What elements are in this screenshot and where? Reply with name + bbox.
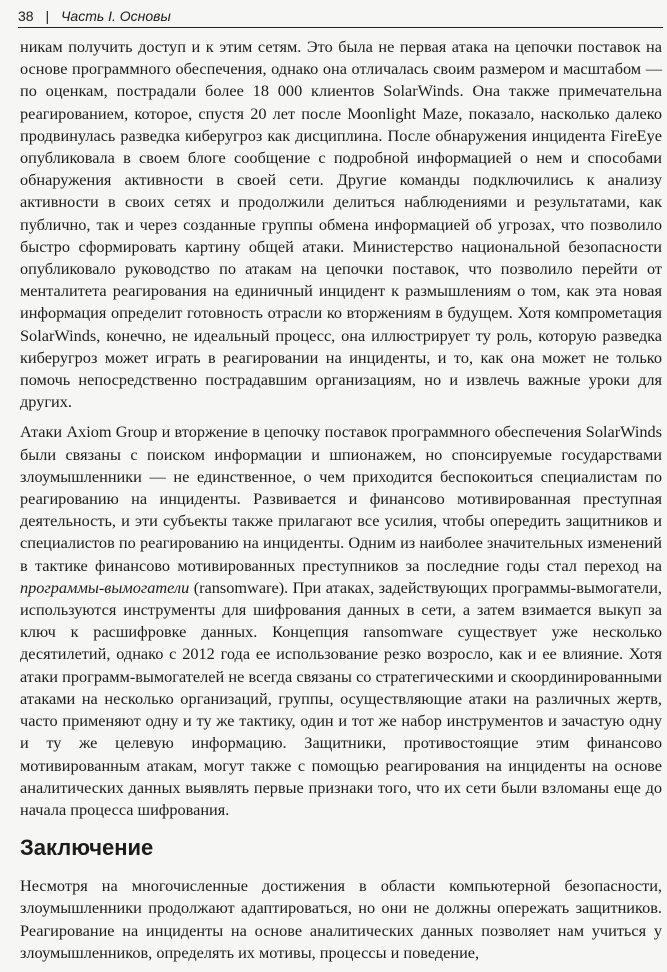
paragraph-ransomware-text-2: (ransomware). При атаках, задействующих программы-вымогатели, используются инструменты для шифрования данных в сети, а затем взимается выкуп за ключ к расшифровке данных. Концепция ransomware существует уже несколько десятилетий, однако с 2012 года ее использование резко возросло, как и ее влияние. Хотя атаки программ-вымогателей не всегда связаны со стратегическими и скоординированными атаками на несколько организаций, группы, осуществляющие атаки на различных жертв, часто применяют одну и ту же тактику, один и тот же набор инструментов и зачастую одну и ту же целевую информацию. Защитники, противостоящие этим финансово мотивированным атакам, могут также с помощью реагирования на инциденты на основе аналитических данных выявлять первые признаки того, что их сети были взломаны еще до начала процесса шифрования. [20, 577, 662, 819]
page-number: 38 [18, 8, 34, 24]
paragraph-ransomware [20, 421, 662, 821]
section-heading-conclusion: Заключение [20, 835, 154, 861]
paragraph-solarwinds: никам получить доступ и к этим сетям. Это была не первая атака на цепочки поставок на основе программного обеспечения, однако она отличалась своим размером и масштабом — по оценкам, пострадали более 18 000 клиентов SolarWinds. Она также примечательна реагированием, которое, спустя 20 лет после Moonlight Maze, показало, насколько далеко продвинулась разведка киберугроз как дисциплина. После обнаружения инцидента FireEye опубликовала в своем блоге сообщение с подробной информацией о нем и способами обнаружения активности в своей сети. Другие команды подключились к анализу активности в своих сетях и продолжили делиться наблюдениями и результатами, как публично, так и через созданные группы обмена информацией об угрозах, что позволило быстро сформировать картину общей атаки. Министерство национальной безопасности опубликовало руководство по атакам на цепочки поставок, что позволило перейти от менталитета реагирования на единичный инцидент к размышлениям о том, как эта новая информация определит готовность отрасли ко вторжениям в будущем. Хотя компрометация SolarWinds, конечно, не идеальный процесс, она иллюстрирует ту роль, которую разведка киберугроз может играть в реагировании на инциденты, и то, как она может не только помочь непосредственно пострадавшим организациям, но и извлечь важные уроки для других. [20, 37, 662, 412]
part-title: Часть I. Основы [61, 8, 171, 24]
header-separator: | [45, 8, 50, 24]
page-body [20, 36, 662, 972]
ransomware-term: программы-вымогатели [20, 577, 190, 597]
running-header [18, 5, 663, 28]
paragraph-conclusion: Несмотря на многочисленные достижения в области компьютерной безопасности, злоумышленники продолжают адаптироваться, но они не должны опережать защитников. Реагирование на инциденты на основе аналитических данных позволяет нам учиться у злоумышленников, определять их мотивы, процессы и поведение, [20, 876, 662, 962]
paragraph-ransomware-text-1: Атаки Axiom Group и вторжение в цепочку поставок программного обеспечения SolarWinds были связаны с поиском информации и шпионажем, но спонсируемые государствами злоумышленники — не единственное, о чем приходится беспокоиться специалистам по реагированию на инциденты. Развивается и финансово мотивированная преступная деятельность, и эти субъекты также прилагают все усилия, чтобы опередить защитников и специалистов по реагированию на инциденты. Одним из наиболее значительных изменений в тактике финансово мотивированных преступников за последние годы стал переход на [20, 422, 662, 575]
